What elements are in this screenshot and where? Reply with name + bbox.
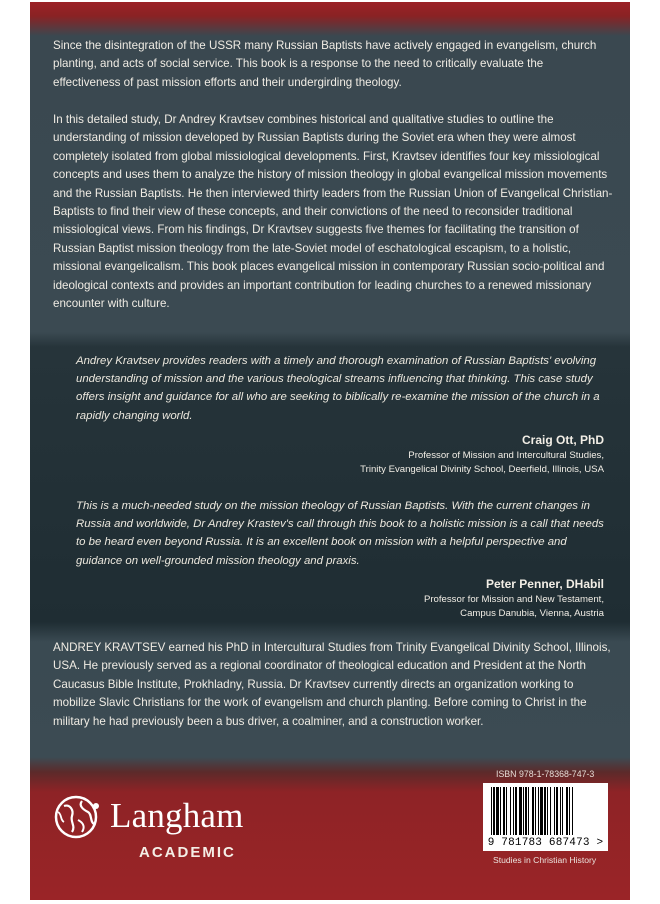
- barcode-bar: [569, 787, 570, 835]
- description-paragraph-1: [53, 37, 613, 92]
- barcode-bar: [515, 787, 517, 835]
- barcode-bar: [544, 787, 546, 835]
- series-label: Studies in Christian History: [493, 855, 597, 865]
- barcode-bar: [525, 787, 527, 835]
- barcode-bar: [532, 787, 534, 835]
- barcode-bar: [562, 787, 563, 835]
- publisher-logo: [52, 792, 282, 872]
- endorser-affiliation-1: Trinity Evangelical Divinity School, Deerfield, Illinois, USA: [360, 464, 604, 475]
- endorsement-attribution-2: [424, 576, 604, 621]
- barcode-bar: [500, 787, 501, 835]
- publisher-name: Langham: [110, 796, 244, 835]
- barcode-bar: [554, 787, 555, 835]
- barcode-bar: [491, 787, 492, 835]
- langham-globe-icon: [52, 792, 102, 842]
- barcode-bar: [519, 787, 522, 835]
- isbn-label: ISBN 978-1-78368-747-3: [496, 769, 595, 779]
- description-paragraph-2: [53, 111, 613, 313]
- barcode-bar: [566, 787, 568, 835]
- barcode-bar: [556, 787, 558, 835]
- endorser-affiliation-2: Campus Danubia, Vienna, Austria: [460, 608, 604, 619]
- description-text-1: Since the disintegration of the USSR many Russian Baptists have actively engaged in evangelism, church planting, and acts of social service. This book is a response to the need to critically evaluate the effectiveness of past mission efforts and their undergirding theology.: [53, 39, 597, 89]
- barcode-bar: [547, 787, 548, 835]
- endorsement-quote-1: Andrey Kravtsev provides readers with a timely and thorough examination of Russian Baptists' evolving understanding of mission and the various theological streams influencing that thinking. This case study offers insight and guidance for all who are seeking to biblically re-examine the mission of the church in a rapidly changing world.: [76, 355, 600, 422]
- barcode-bar: [538, 787, 539, 835]
- barcode: [483, 783, 608, 851]
- barcode-bar: [550, 787, 551, 835]
- barcode-bar: [535, 787, 536, 835]
- barcode-bar: [503, 787, 505, 835]
- barcode-digits: 9 781783 687473 >: [487, 837, 604, 849]
- barcode-bar: [506, 787, 507, 835]
- barcode-bar: [510, 787, 511, 835]
- endorsement-quote-2: This is a much-needed study on the mission theology of Russian Baptists. With the current changes in Russia and worldwide, Dr Andrey Krastev's call through this book to a holistic mission is a call that needs to be heard even beyond Russia. It is an excellent book on mission with a helpful perspective and guidance on well-grounded mission theology and praxis.: [76, 500, 604, 567]
- barcode-bar: [493, 787, 495, 835]
- back-cover: [30, 2, 630, 900]
- barcode-bar: [513, 787, 514, 835]
- barcode-bar: [572, 787, 573, 835]
- endorser-name-2: Peter Penner, DHabil: [485, 577, 604, 591]
- barcode-bar: [496, 787, 499, 835]
- barcode-bars: [483, 783, 608, 839]
- description-text-2: In this detailed study, Dr Andrey Kravtsev combines historical and qualitative studies to outline the understanding of mission developed by Russian Baptists during the Soviet era when they were almost completely isolated from global missiological developments. First, Kravtsev identifies four key missiological concepts and uses them to analyze the history of mission theology in global evangelical mission movements and the Russian Baptists. He then interviewed thirty leaders from the Russian Union of Evangelical Christian-Baptists to find their view of these concepts, and their convictions of the need to reconsider traditional missiological views. From his findings, Dr Kravtsev suggests five themes for facilitating the transition of Russian Baptist mission theology from the late-Soviet model of eschatological escapism, to a holistic, missional evangelicalism. This book places evangelical mission in contemporary Russian socio-political and ideological contexts and provides an important contribution for leading churches to a renewed missionary encounter with culture.: [53, 113, 613, 311]
- endorser-title-1: Professor of Mission and Intercultural Studies,: [408, 450, 604, 461]
- barcode-bar: [523, 787, 524, 835]
- endorsement-attribution-1: [360, 432, 604, 477]
- barcode-bar: [540, 787, 543, 835]
- barcode-bar: [528, 787, 529, 835]
- publisher-imprint: ACADEMIC: [139, 844, 236, 861]
- barcode-bar: [560, 787, 561, 835]
- endorser-title-2: Professor for Mission and New Testament,: [423, 594, 604, 605]
- endorser-name-1: Craig Ott, PhD: [521, 433, 604, 447]
- author-bio: ANDREY KRAVTSEV earned his PhD in Intercultural Studies from Trinity Evangelical Divinity School, Illinois, USA. He previously served as a regional coordinator of theological education and President at the North Caucasus Bible Institute, Prokhladny, Russia. Dr Kravtsev currently directs an organization working to mobilize Slavic Christians for the work of evangelism and church planting. Before coming to Christ in the military he had previously been a bus driver, a coalminer, and a construction worker.: [53, 641, 611, 728]
